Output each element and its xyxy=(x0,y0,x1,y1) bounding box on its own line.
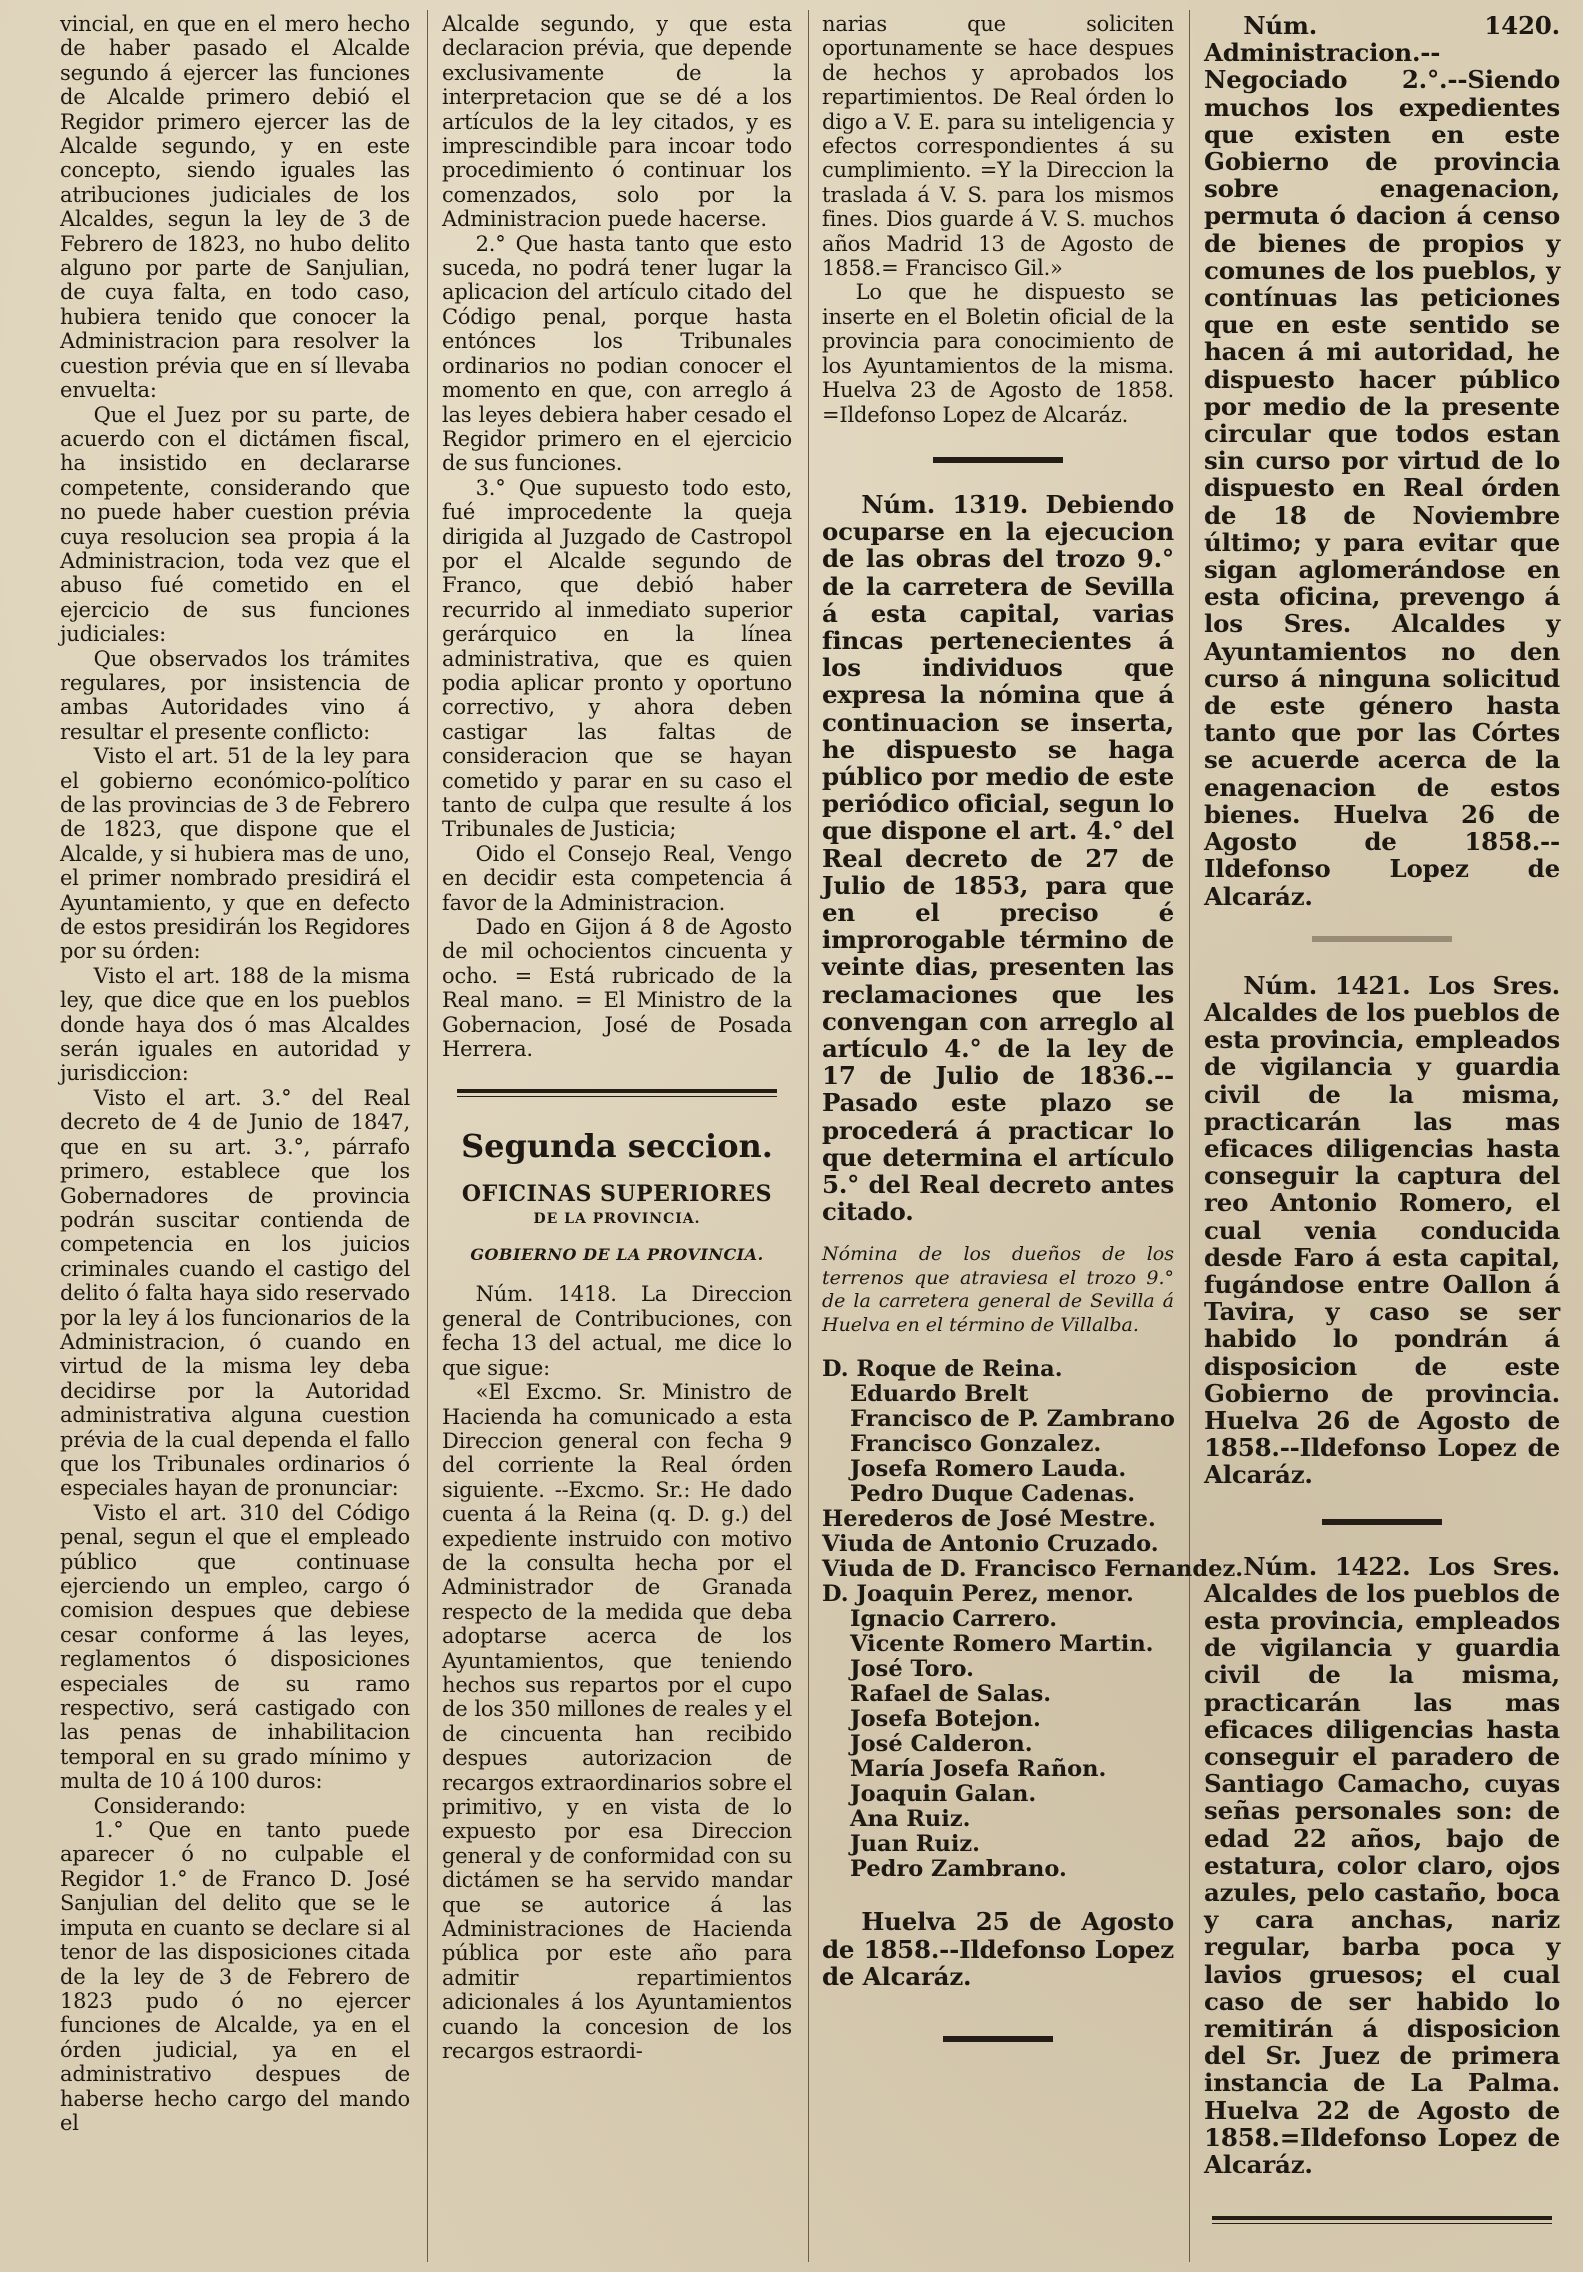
list-item: Josefa Romero Lauda. xyxy=(850,1456,1127,1483)
paragraph: Visto el art. 310 del Código penal, segun el que el empleado público que continuase ejerciendo un empleo, cargo ó comision despues que debiese cesar conforme á las leyes, reglamentos ó disposiciones especiales de su ramo respectivo, será castigado con las penas de inhabilitacion temporal en su grado mínimo y multa de 10 á 100 duros: xyxy=(60,1500,410,1794)
list-item: Joaquin Galan. xyxy=(850,1781,1037,1808)
paragraph: Visto el art. 188 de la misma ley, que dice que en los pueblos donde haya dos ó mas Alcaldes serán iguales en autoridad y jurisdiccion: xyxy=(60,963,410,1086)
paragraph: Que observados los trámites regulares, por insistencia de ambas Autoridades vino á resultar el presente conflicto: xyxy=(60,646,410,744)
paragraph: Considerando: xyxy=(93,1793,246,1818)
notice-1422: Núm. 1422. Los Sres. Alcaldes de los pueblos de esta provincia, empleados de vigilancia y guardia civil de la misma, practicarán las mas eficaces diligencias hasta conseguir el paradero de Santiago Camacho, cuyas señas personales son: de edad 22 años, bajo de estatura, color claro, ojos azules, pelo castaño, boca y cara anchas, nariz regular, barba poca y lavios gruesos; el cual caso de ser habido lo remitirán á disposicion del Sr. Juez de primera instancia de La Palma. Huelva 22 de Agosto de 1858.=Ildefonso Lopez de Alcaráz. xyxy=(1204,1551,1560,2180)
column-rule xyxy=(427,10,428,2262)
signature: Huelva 25 de Agosto de 1858.--Ildefonso Lopez de Alcaráz. xyxy=(822,1907,1174,1991)
paragraph: vincial, en que en el mero hecho de haber pasado el Alcalde segundo á ejercer las funciones de Alcalde primero debió el Regidor primero ejercer las de Alcalde segundo, y en este concepto, siendo iguales las atribuciones judiciales de los Alcaldes, segun la ley de 3 de Febrero de 1823, no hubo delito alguno por parte de Sanjulian, de cuya falta, en todo caso, hubiera tenido que conocer la Administracion para resolver la cuestion prévia que en sí llevaba envuelta: xyxy=(60,12,410,403)
paragraph: Visto el art. 3.° del Real decreto de 4 de Junio de 1847, que en su art. 3.°, párrafo primero, establece que los Gobernadores de provincia podrán suscitar contienda de competencia en los juicios criminales cuando el castigo del delito ó falta haya sido reservado por la ley á los funcionarios de la Administracion, ó cuando en virtud de la misma ley deba decidirse por la Autoridad administrativa alguna cuestion prévia de la cual dependa el fallo que los Tribunales ordinarios ó especiales hayan de pronunciar: xyxy=(60,1085,410,1501)
paragraph: 1.° Que en tanto puede aparecer ó no culpable el Regidor 1.° de Franco D. José Sanjulian del delito que se le imputa en cuanto se declare si al tenor de las disposiciones citada de la ley de 3 de Febrero de 1823 pudo ó no ejercer funciones de Alcalde, ya en el órden judicial, ya en el administrativo despues de haberse hecho cargo del mando el xyxy=(60,1818,410,2135)
paragraph: «El Excmo. Sr. Ministro de Hacienda ha comunicado a esta Direccion general con fecha 9 del corriente la Real órden siguiente. --Excmo. Sr.: He dado cuenta á la Reina (q. D. g.) del expediente instruido con motivo de la consulta hecha por el Administrador de Granada respecto de la medida que deba adoptarse acerca de los Ayuntamientos, que teniendo hechos sus repartos por el cupo de los 350 millones de reales y el de cincuenta han recibido despues autorizacion de recargos extraordinarios sobre el primitivo, y en vista de lo expuesto por esa Direccion general y de conformidad con su dictámen se ha servido mandar que se autorice á las Administraciones de Hacienda pública por este año para admitir repartimientos adicionales á los Ayuntamientos cuando la concesion de los recargos estraordi- xyxy=(442,1380,792,2064)
paragraph: Núm. 1418. La Direccion general de Contribuciones, con fecha 13 del actual, me dice lo que sigue: xyxy=(442,1282,792,1380)
list-item: Viuda de Antonio Cruzado. xyxy=(822,1531,1159,1558)
list-item: Vicente Romero Martin. xyxy=(850,1631,1154,1658)
column-3 xyxy=(822,12,1244,2262)
nomina-title: Nómina de los dueños de los terrenos que atraviesa el trozo 9.° de la carretera general de Sevilla á Huelva en el término de Villalba. xyxy=(822,1243,1174,1336)
column-1 xyxy=(60,12,410,2262)
list-item: José Toro. xyxy=(850,1656,974,1683)
list-item: Francisco Gonzalez. xyxy=(850,1431,1102,1458)
paragraph: Oido el Consejo Real, Vengo en decidir esta competencia á favor de la Administracion. xyxy=(442,841,792,915)
list-item: Herederos de José Mestre. xyxy=(822,1506,1156,1533)
province-subheading: DE LA PROVINCIA. xyxy=(533,1211,701,1228)
list-item: Pedro Duque Cadenas. xyxy=(850,1481,1136,1508)
paragraph: Dado en Gijon á 8 de Agosto de mil ochocientos cincuenta y ocho. = Está rubricado de la Real mano. = El Ministro de la Gobernacion, José de Posada Herrera. xyxy=(442,915,792,1062)
column-rule xyxy=(1189,10,1190,2262)
list-item: Eduardo Brelt xyxy=(850,1381,1029,1408)
paragraph: narias que soliciten oportunamente se hace despues de hechos y aprobados los repartimientos. De Real órden lo digo a V. E. para su inteligencia y efectos correspondientes á su cumplimiento. =Y la Direccion la traslada á V. S. para los mismos fines. Dios guarde á V. S. muchos años Madrid 13 de Agosto de 1858.= Francisco Gil.» xyxy=(822,12,1174,281)
column-4 xyxy=(1204,12,1560,2262)
owners-list xyxy=(822,1356,1244,1883)
list-item: D. Joaquin Perez, menor. xyxy=(822,1581,1134,1608)
list-item: José Calderon. xyxy=(850,1731,1033,1758)
list-item: Juan Ruiz. xyxy=(850,1831,980,1858)
paragraph: Lo que he dispuesto se inserte en el Boletin oficial de la provincia para conocimiento de los Ayuntamientos de la misma. Huelva 23 de Agosto de 1858. =Ildefonso Lopez de Alcaráz. xyxy=(822,280,1174,427)
list-item: Josefa Botejon. xyxy=(850,1706,1041,1733)
list-item: Ignacio Carrero. xyxy=(850,1606,1058,1633)
notice-1421: Núm. 1421. Los Sres. Alcaldes de los pueblos de esta provincia, empleados de vigilancia y guardia civil de la misma, practicarán las mas eficaces diligencias hasta conseguir la captura del reo Antonio Romero, el cual venia conducida desde Faro á esta capital, fugándose entre Oallon á Tavira, y caso se ser habido lo pondrán á disposicion de este Gobierno de provincia. Huelva 26 de Agosto de 1858.--Ildefonso Lopez de Alcaráz. xyxy=(1204,970,1560,1490)
paragraph: 2.° Que hasta tanto que esto suceda, no podrá tener lugar la aplicacion del artículo citado del Código penal, porque hasta entónces los Tribunales ordinarios no podian conocer el momento en que, con arreglo á las leyes debiera haber cesado el Regidor primero en el ejercicio de sus funciones. xyxy=(442,231,792,476)
section-divider xyxy=(1212,2216,1552,2224)
paragraph: Alcalde segundo, y que esta declaracion prévia, que depende exclusivamente de la interpretacion que se dé a los artículos de la ley citados, y es imprescindible para incoar todo procedimiento ó continuar los comenzados, solo por la Administracion puede hacerse. xyxy=(442,12,792,232)
separator xyxy=(1312,936,1452,942)
list-item: D. Roque de Reina. xyxy=(822,1356,1063,1383)
notice-1319: Núm. 1319. Debiendo ocuparse en la ejecucion de las obras del trozo 9.° de la carretera de Sevilla á esta capital, varias fincas pertenecientes á los individuos que expresa la nómina que á continuacion se inserta, he dispuesto se haga público por medio de este periódico oficial, segun lo que dispone el art. 4.° del Real decreto de 27 de Julio de 1853, para que en el preciso é improrogable término de veinte dias, presenten las reclamaciones que les convengan con arreglo al artículo 4.° de la ley de 17 de Julio de 1836.--Pasado este plazo se procederá á practicar lo que determina el artículo 5.° del Real decreto antes citado. xyxy=(822,489,1174,1227)
paragraph: Que el Juez por su parte, de acuerdo con el dictámen fiscal, ha insistido en declararse competente, considerando que no puede haber cuestion prévia cuya resolucion sea propia á la Administracion, toda vez que el abuso fué cometido en el ejercicio de sus funciones judiciales: xyxy=(60,402,410,647)
paragraph: 3.° Que supuesto todo esto, fué improcedente la queja dirigida al Juzgado de Castropol por el Alcalde segundo de Franco, que debió haber recurrido al inmediato superior gerárquico en la línea administrativa, que es quien podia aplicar pronto y oportuno correctivo, y ahora deben castigar las faltas de consideracion que se hayan cometido y parar en su caso el tanto de culpa que resulte á los Tribunales de Justicia; xyxy=(442,475,792,842)
section-divider xyxy=(457,1089,777,1097)
list-item: Ana Ruiz. xyxy=(850,1806,971,1833)
list-item: Rafael de Salas. xyxy=(850,1681,1052,1708)
section-heading: Segunda seccion. xyxy=(461,1127,773,1166)
list-item: Pedro Zambrano. xyxy=(850,1856,1067,1883)
paragraph: Visto el art. 51 de la ley para el gobierno económico-político de las provincias de 3 de Febrero de 1823, que dispone que el Alcalde, y si hubiera mas de uno, el primer nombrado presidirá el Ayuntamiento, y que en defecto de estos presidirán los Regidores por su órden: xyxy=(60,744,410,964)
offices-heading: OFICINAS SUPERIORES xyxy=(461,1181,773,1208)
government-heading: GOBIERNO DE LA PROVINCIA. xyxy=(470,1245,764,1265)
list-item: Viuda de D. Francisco Fernandez. xyxy=(822,1556,1244,1583)
notice-1420: Núm. 1420. Administracion.--Negociado 2.°.--Siendo muchos los expedientes que existen en este Gobierno de provincia sobre enagenacion, permuta ó dacion á censo de bienes de propios y comunes de los pueblos, y contínuas las peticiones que en este sentido se hacen á mi autoridad, he dispuesto hacer público por medio de la presente circular que todos estan sin curso por virtud de lo dispuesto en Real órden de 18 de Noviembre último; y para evitar que sigan aglomerándose en esta oficina, prevengo á los Sres. Alcaldes y Ayuntamientos no den curso á ninguna solicitud de este género hasta tanto que por las Córtes se acuerde acerca de la enagenacion de estos bienes. Huelva 26 de Agosto de 1858.--Ildefonso Lopez de Alcaráz. xyxy=(1204,11,1560,911)
column-2 xyxy=(442,12,792,2262)
column-rule xyxy=(808,10,809,2262)
separator xyxy=(1322,1519,1442,1525)
separator xyxy=(943,2036,1053,2042)
list-item: María Josefa Rañon. xyxy=(850,1756,1107,1783)
list-item: Francisco de P. Zambrano xyxy=(850,1406,1175,1433)
separator xyxy=(933,457,1063,463)
